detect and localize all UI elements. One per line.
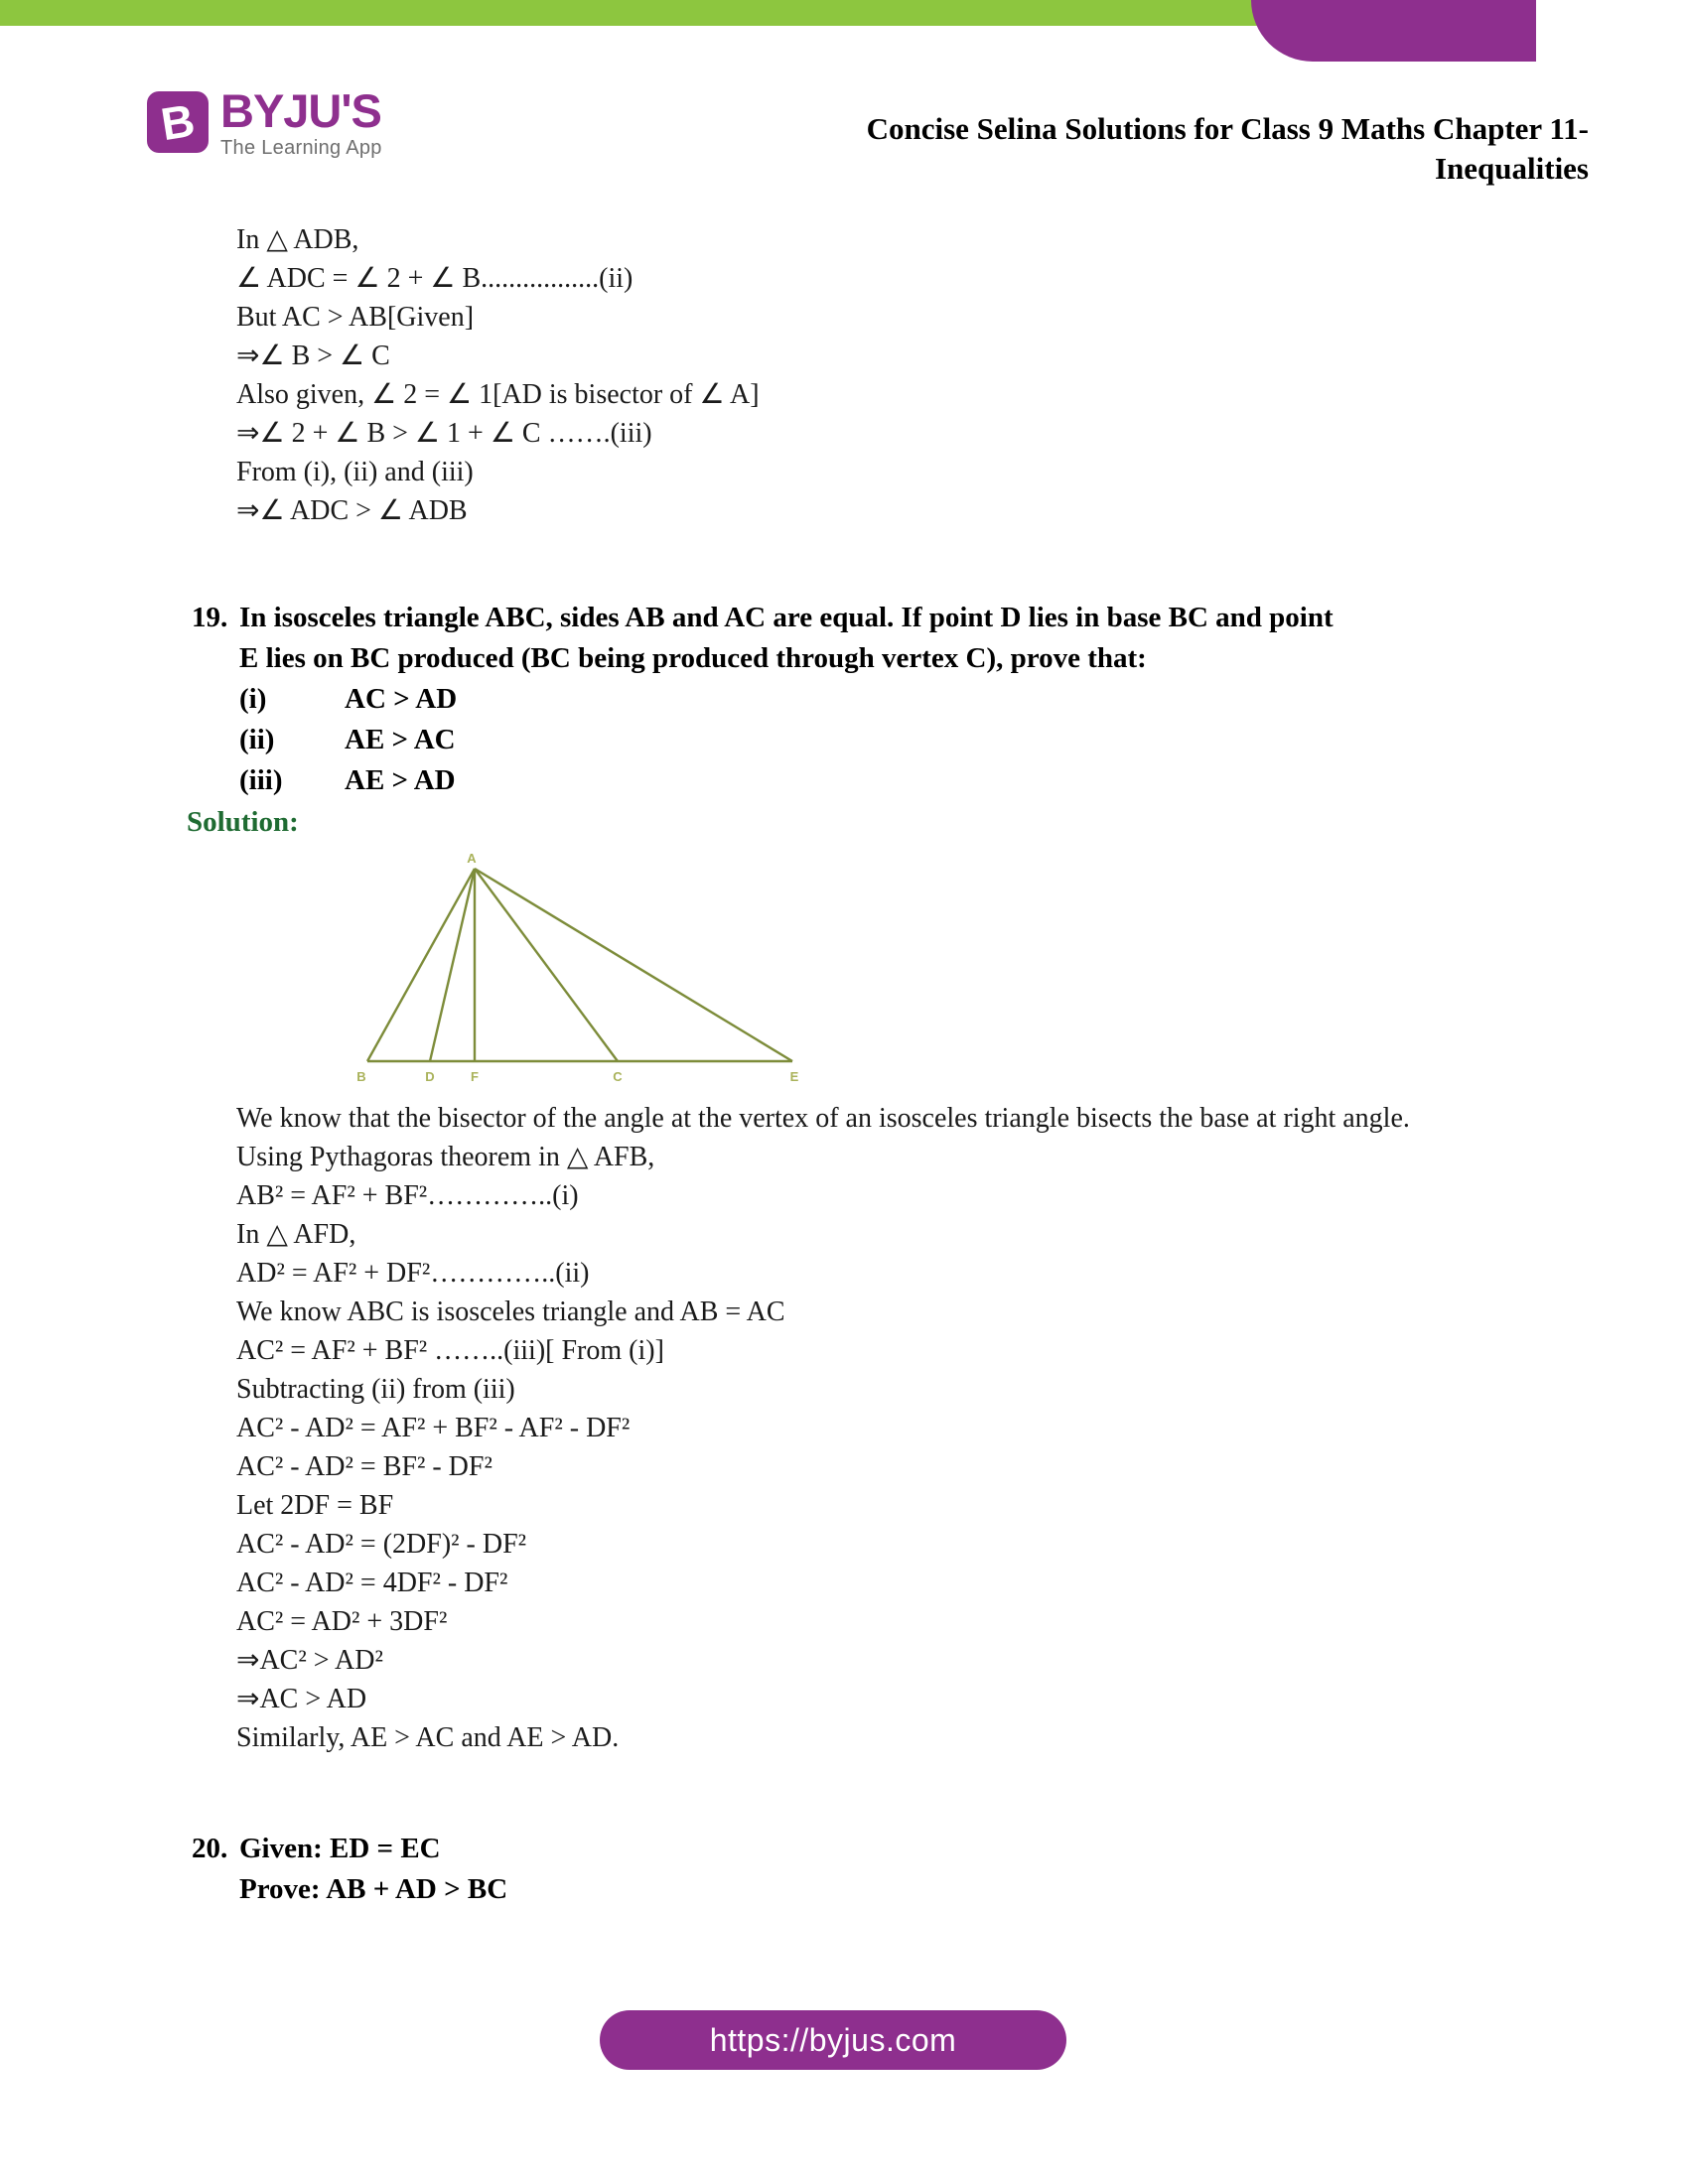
byjus-logo: [147, 84, 382, 160]
question-20: [192, 1829, 1688, 1910]
proof-line: AC² - AD² = (2DF)² - DF²: [236, 1529, 527, 1560]
question-20-given-row: [192, 1829, 1688, 1869]
proof-line: ⇒∠ 2 + ∠ B > ∠ 1 + ∠ C …….(iii): [236, 418, 652, 449]
vertex-label-E: E: [789, 1069, 799, 1084]
question-19-subitem-ii: [239, 720, 1492, 760]
proof-line: AC² - AD² = 4DF² - DF²: [236, 1568, 508, 1598]
proof-line: From (i), (ii) and (iii): [236, 457, 474, 487]
subitem-marker: (iii): [239, 764, 283, 796]
proof-line: ⇒∠ B > ∠ C: [236, 341, 390, 371]
proof-line: AC² = AF² + BF² ……..(iii)[ From (i)]: [236, 1335, 664, 1366]
subitem-text: AE > AD: [345, 764, 456, 796]
proof-line: We know that the bisector of the angle at the vertex of an isosceles triangle bisects the base at right angle.: [236, 1103, 1410, 1134]
question-20-prove: Prove: AB + AD > BC: [239, 1873, 508, 1905]
document-content: [0, 220, 1688, 1910]
triangle-diagram-svg: [328, 851, 844, 1089]
proof-line: AC² = AD² + 3DF²: [236, 1606, 448, 1637]
proof-line: In △ ADB,: [236, 224, 359, 255]
proof-line: Subtracting (ii) from (iii): [236, 1374, 515, 1405]
segment-AB: [367, 869, 475, 1061]
proof-line: AC² - AD² = AF² + BF² - AF² - DF²: [236, 1413, 631, 1443]
logo-tagline: The Learning App: [220, 137, 382, 159]
question-19-number-spacer: [192, 638, 239, 679]
proof-line: We know ABC is isosceles triangle and AB = AC: [236, 1297, 785, 1327]
logo-brand-name: BYJU'S: [220, 84, 381, 137]
logo-mark-icon: [147, 91, 209, 153]
question-20-number: 20.: [192, 1833, 228, 1864]
question-19: [192, 598, 1492, 801]
vertex-label-C: C: [613, 1069, 623, 1084]
proof-line: ⇒AC² > AD²: [236, 1645, 383, 1676]
vertex-label-B: B: [356, 1069, 366, 1084]
top-purple-decoration-bar: [1251, 0, 1549, 62]
question-19-text-line-2: E lies on BC produced (BC being produced through vertex C), prove that:: [239, 642, 1147, 674]
proof-line: But AC > AB[Given]: [236, 302, 475, 333]
footer-url-text: https://byjus.com: [709, 2021, 957, 2058]
proof-line: ⇒AC > AD: [236, 1684, 367, 1714]
question-20-prove-row: [192, 1869, 1688, 1910]
page-title: Concise Selina Solutions for Class 9 Maths Chapter 11-Inequalities: [866, 111, 1589, 186]
proof-line: Using Pythagoras theorem in △ AFB,: [236, 1142, 655, 1172]
solution-label: Solution:: [187, 806, 299, 838]
subitem-marker: (i): [239, 683, 267, 715]
question-19-subitem-i: [239, 679, 1492, 720]
logo-letter: B: [157, 93, 199, 151]
proof-line: ∠ ADC = ∠ 2 + ∠ B.................(ii): [236, 263, 633, 294]
segment-AD: [430, 869, 475, 1061]
segment-AC: [475, 869, 618, 1061]
question-19-subitem-iii: [239, 760, 1492, 801]
triangle-diagram: [328, 851, 844, 1089]
question-20-number-spacer: [192, 1869, 239, 1910]
top-proof-block: [236, 220, 1688, 530]
question-19-first-line: [192, 598, 1492, 638]
question-19-number: 19.: [192, 602, 228, 633]
subitem-text: AC > AD: [345, 683, 458, 715]
proof-line: Let 2DF = BF: [236, 1490, 394, 1521]
vertex-label-F: F: [471, 1069, 479, 1084]
logo-text-group: [220, 84, 382, 160]
question-19-text-line-1: In isosceles triangle ABC, sides AB and AC are equal. If point D lies in base BC and point: [239, 602, 1334, 633]
proof-line: ⇒∠ ADC > ∠ ADB: [236, 495, 468, 526]
proof-19-block: [236, 1099, 1688, 1757]
vertex-label-A: A: [467, 851, 477, 866]
subitem-marker: (ii): [239, 724, 275, 755]
proof-line: AD² = AF² + DF²…………..(ii): [236, 1258, 590, 1289]
proof-line: Also given, ∠ 2 = ∠ 1[AD is bisector of ∠ A]: [236, 379, 760, 410]
proof-line: In △ AFD,: [236, 1219, 356, 1250]
question-19-second-line: [192, 638, 1492, 679]
vertex-label-D: D: [425, 1069, 435, 1084]
proof-line: Similarly, AE > AC and AE > AD.: [236, 1722, 620, 1753]
segment-AE: [475, 869, 792, 1061]
subitem-text: AE > AC: [345, 724, 456, 755]
proof-line: AC² - AD² = BF² - DF²: [236, 1451, 492, 1482]
proof-line: AB² = AF² + BF²…………..(i): [236, 1180, 579, 1211]
footer-url-button[interactable]: [600, 2010, 1066, 2070]
question-20-given: Given: ED = EC: [239, 1833, 441, 1864]
